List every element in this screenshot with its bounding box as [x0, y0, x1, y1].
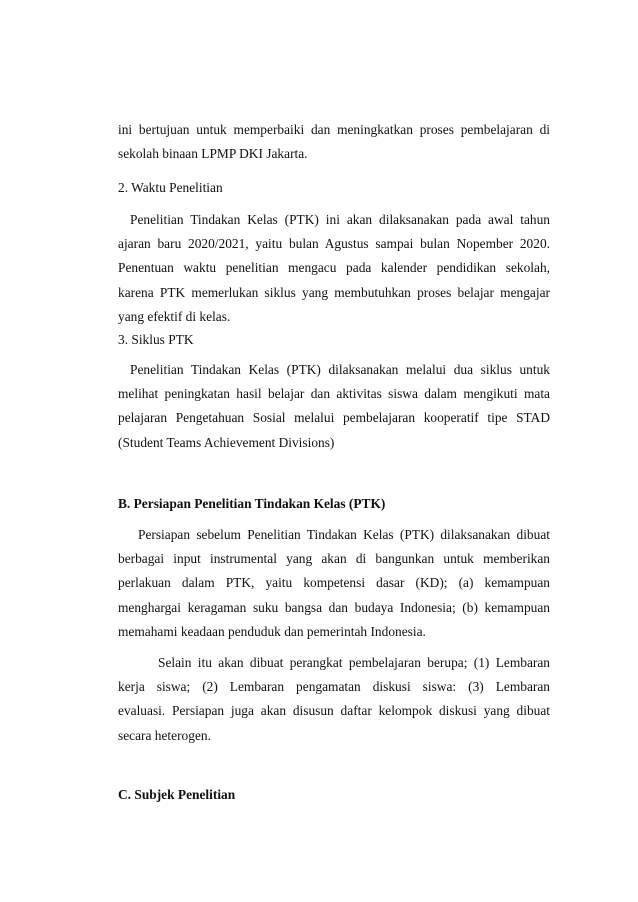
paragraph-line: sekolah binaan LPMP DKI Jakarta. — [118, 146, 308, 162]
paragraph-line: secara heterogen. — [118, 727, 211, 743]
paragraph-line: ajaran baru 2020/2021, yaitu bulan Agustus sampai bulan Nopember 2020. — [118, 236, 550, 252]
paragraph-line: (Student Teams Achievement Divisions) — [118, 434, 335, 450]
paragraph-b-1 — [118, 523, 550, 644]
section-title: B. Persiapan Penelitian Tindakan Kelas (PTK) — [118, 496, 386, 511]
section-heading-c — [118, 783, 550, 807]
paragraph-line: karena PTK memerlukan siklus yang membutuhkan proses belajar mengajar — [118, 284, 550, 300]
paragraph-line: evaluasi. Persiapan juga akan disusun daftar kelompok diskusi yang dibuat — [118, 703, 550, 719]
paragraph-waktu — [118, 208, 550, 329]
paragraph-line: Penentuan waktu penelitian mengacu pada kalender pendidikan sekolah, — [118, 260, 550, 276]
paragraph-line: berbagai input instrumental yang akan di bangunkan untuk memberikan — [118, 551, 550, 567]
paragraph-line: yang efektif di kelas. — [118, 308, 231, 324]
paragraph-siklus — [118, 358, 550, 455]
section-heading-b — [118, 492, 550, 516]
paragraph-line: melihat peningkatan hasil belajar dan aktivitas siswa dalam mengikuti mata — [118, 386, 550, 402]
section-title: 3. Siklus PTK — [118, 332, 194, 347]
section-title: 2. Waktu Penelitian — [118, 180, 223, 195]
paragraph-line: perlakuan dalam PTK, yaitu kompetensi dasar (KD); (a) kemampuan — [118, 575, 550, 591]
paragraph-line: pelajaran Pengetahuan Sosial melalui pembelajaran kooperatif tipe STAD — [118, 410, 550, 426]
paragraph-line: menghargai keragaman suku bangsa dan budaya Indonesia; (b) kemampuan — [118, 599, 550, 615]
paragraph-line: Selain itu akan dibuat perangkat pembelajaran berupa; (1) Lembaran — [158, 655, 550, 670]
paragraph-line: memahami keadaan penduduk dan pemerintah Indonesia. — [118, 623, 426, 639]
paragraph-intro — [118, 118, 550, 166]
paragraph-b-2 — [118, 651, 550, 748]
paragraph-line: Persiapan sebelum Penelitian Tindakan Kelas (PTK) dilaksanakan dibuat — [138, 527, 550, 542]
paragraph-line: Penelitian Tindakan Kelas (PTK) dilaksanakan melalui dua siklus untuk — [130, 362, 550, 377]
section-heading-siklus — [118, 328, 550, 352]
paragraph-line: Penelitian Tindakan Kelas (PTK) ini akan dilaksanakan pada awal tahun — [130, 212, 550, 227]
section-title: C. Subjek Penelitian — [118, 787, 236, 802]
section-heading-waktu — [118, 176, 550, 200]
paragraph-line: ini bertujuan untuk memperbaiki dan meningkatkan proses pembelajaran di — [118, 122, 550, 137]
paragraph-line: kerja siswa; (2) Lembaran pengamatan diskusi siswa: (3) Lembaran — [118, 679, 550, 695]
